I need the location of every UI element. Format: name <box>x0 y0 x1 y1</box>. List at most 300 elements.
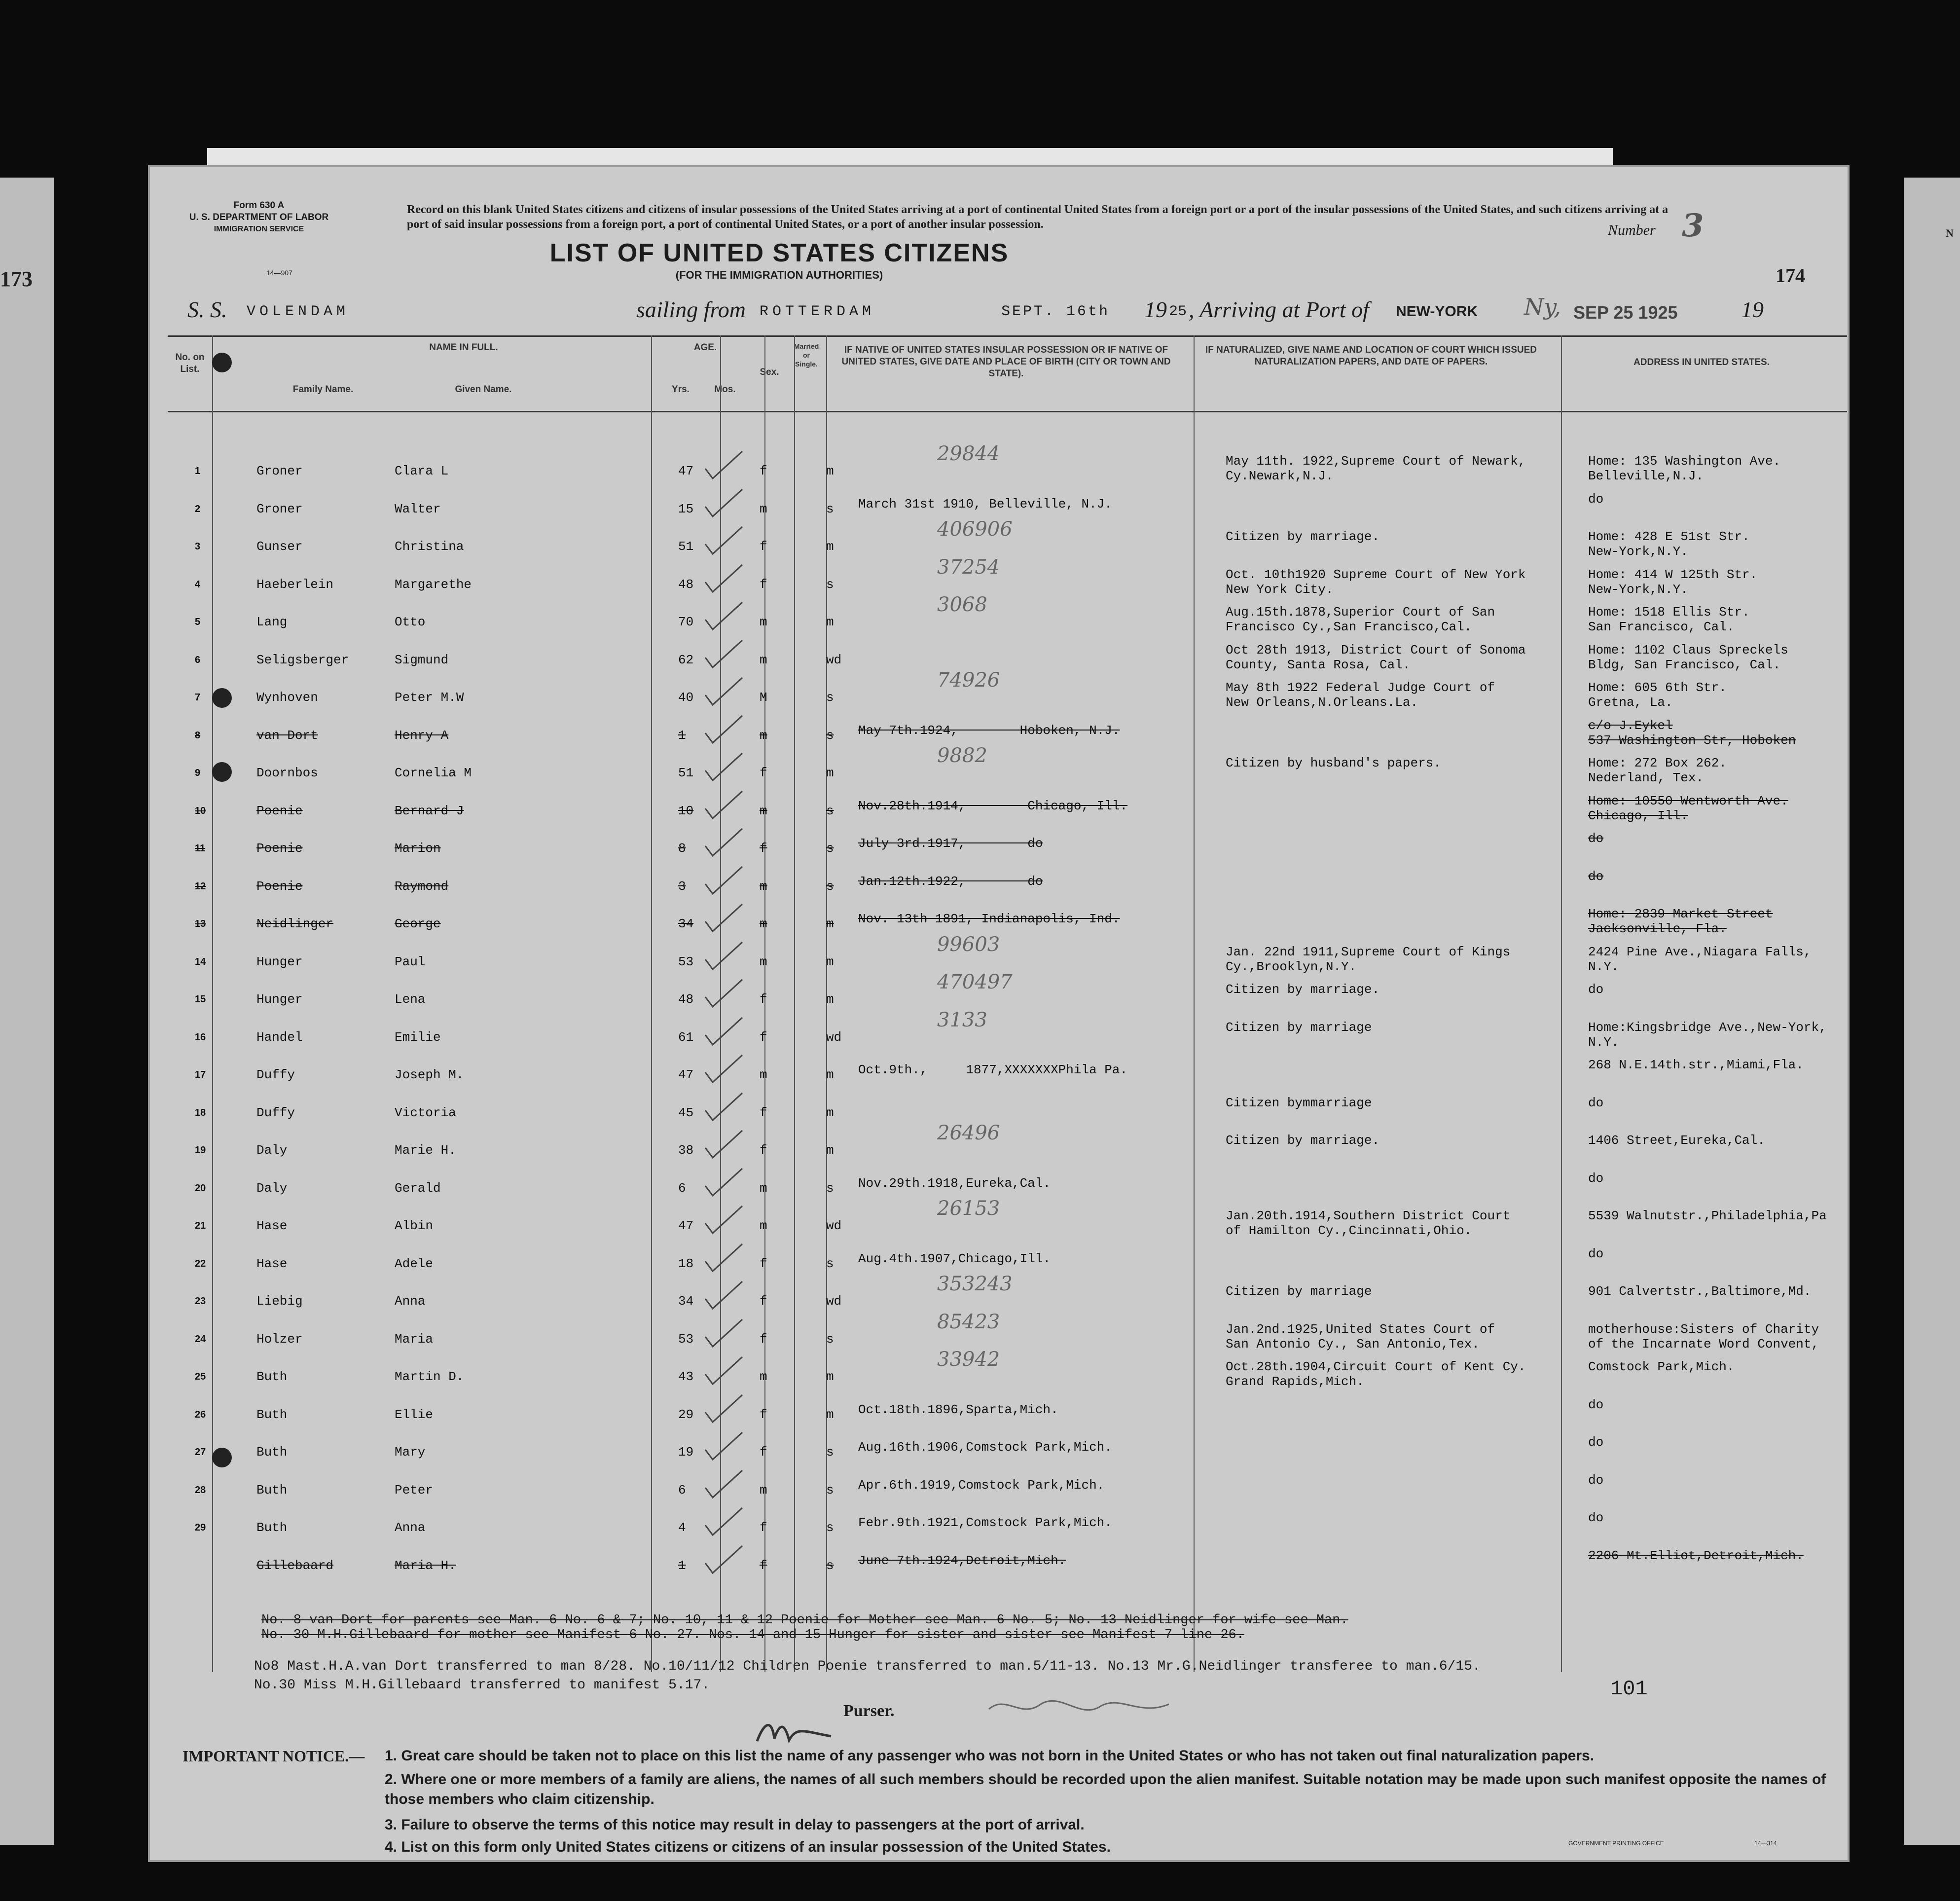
address-line-2: Jacksonville, Fla. <box>1588 921 1727 936</box>
handwritten-cert-number: 37254 <box>937 555 1000 579</box>
age-years: 48 <box>678 577 694 592</box>
address-line-1: Home: 1102 Claus Spreckels <box>1588 642 1788 658</box>
married-single: m <box>826 1143 834 1158</box>
check-mark-icon <box>700 1204 745 1238</box>
punch-hole <box>212 762 232 782</box>
table-row <box>168 789 1847 826</box>
age-years: 34 <box>678 1294 694 1309</box>
birth-place: Apr.6th.1919,Comstock Park,Mich. <box>858 1477 1105 1493</box>
sex: f <box>760 1294 767 1309</box>
address-line-1: do <box>1588 1095 1604 1110</box>
table-row <box>168 669 1847 713</box>
sex: m <box>760 1482 767 1498</box>
age-years: 47 <box>678 1067 694 1082</box>
given-name: Marion <box>395 841 441 856</box>
married-single: m <box>826 539 834 554</box>
table-row <box>168 1197 1847 1241</box>
family-name: Hase <box>256 1256 288 1271</box>
given-name: Margarethe <box>395 577 472 592</box>
year-prefix: 19 <box>1144 297 1167 322</box>
column-headers <box>168 335 1847 412</box>
age-years: 53 <box>678 1331 694 1347</box>
address-line-1: Home:Kingsbridge Ave.,New-York, <box>1588 1020 1827 1035</box>
given-name: Anna <box>395 1520 426 1535</box>
row-number: 5 <box>195 617 201 627</box>
left-adjacent-page <box>0 178 54 1845</box>
check-mark-icon <box>700 826 745 861</box>
age-years: 38 <box>678 1143 694 1158</box>
right-adjacent-page <box>1904 178 1960 1845</box>
age-years: 1 <box>678 1558 686 1573</box>
married-single: wd <box>826 1029 842 1045</box>
naturalization-line-2: County, Santa Rosa, Cal. <box>1226 657 1411 672</box>
sex: f <box>760 841 767 856</box>
naturalization-line-1: Jan.2nd.1925,United States Court of <box>1226 1321 1495 1337</box>
table-row <box>168 1348 1847 1392</box>
table-row <box>168 1273 1847 1316</box>
check-mark-icon <box>700 1015 745 1050</box>
address-line-1: do <box>1588 869 1604 884</box>
number-label: Number <box>1608 222 1656 238</box>
naturalization-line-1: Jan.20th.1914,Southern District Court <box>1226 1208 1511 1223</box>
sailing-date: SEPT. 16th <box>1001 303 1110 320</box>
naturalization-line-1: Oct. 10th1920 Supreme Court of New York <box>1226 567 1526 582</box>
address-line-1: 901 Calvertstr.,Baltimore,Md. <box>1588 1284 1812 1299</box>
sailing-label: sailing from <box>636 297 746 322</box>
table-row <box>168 638 1847 675</box>
naturalization-line-1: Citizen by marriage. <box>1226 1133 1380 1148</box>
birth-place: Nov. 13th 1891, Indianapolis, Ind. <box>858 912 1120 926</box>
col-name-in-full: NAME IN FULL. <box>429 342 498 353</box>
transfer-line-2: No.30 Miss M.H.Gillebaard transferred to manifest 5.17. <box>254 1678 710 1693</box>
naturalization-line-1: Citizen by marriage <box>1226 1020 1372 1035</box>
row-number: 18 <box>195 1107 206 1118</box>
married-single: s <box>826 1482 834 1498</box>
voyage-line <box>178 292 1845 327</box>
col-no: No. on List. <box>175 352 205 374</box>
row-number: 2 <box>195 503 201 514</box>
sex: f <box>760 1331 767 1347</box>
note-line-1: No. 8 van Dort for parents see Man. 6 No. 6 & 7; No. 10, 11 & 12 Poenie for Mother see Man. 6 No. 5; No. 13 Neidlinger for wife see Man. <box>261 1613 1348 1628</box>
address-line-1: Home: 2839 Market Street <box>1588 907 1773 921</box>
row-number: 17 <box>195 1069 206 1080</box>
check-mark-icon <box>700 1505 745 1540</box>
married-single: m <box>826 916 834 931</box>
address-line-1: Home: 135 Washington Ave. <box>1588 454 1781 469</box>
address-line-1: Comstock Park,Mich. <box>1588 1359 1735 1374</box>
given-name: Anna <box>395 1294 426 1309</box>
naturalization-line-2: San Antonio Cy., San Antonio,Tex. <box>1226 1336 1480 1352</box>
family-name: van Dort <box>256 728 318 743</box>
given-name: Otto <box>395 615 426 629</box>
notary-signature <box>986 1689 1174 1734</box>
family-name: Liebig <box>256 1294 303 1309</box>
married-single: m <box>826 992 834 1007</box>
sex: f <box>760 992 767 1007</box>
table-row <box>168 1430 1847 1467</box>
row-number: 6 <box>195 654 201 665</box>
age-years: 61 <box>678 1029 694 1045</box>
birth-place: March 31st 1910, Belleville, N.J. <box>858 496 1112 512</box>
family-name: Poenie <box>256 878 303 894</box>
sex: m <box>760 501 767 516</box>
sheet-count: 101 <box>1610 1677 1648 1701</box>
family-name: Seligsberger <box>256 652 349 667</box>
married-single: m <box>826 1369 834 1384</box>
check-mark-icon <box>700 638 745 672</box>
notice-item-3: 3. Failure to observe the terms of this notice may result in delay to passengers at the port of arrival. <box>385 1817 1085 1833</box>
row-number: 26 <box>195 1409 206 1420</box>
handwritten-cert-number: 3068 <box>937 593 987 616</box>
row-number: 14 <box>195 956 206 967</box>
age-years: 70 <box>678 615 694 629</box>
table-row <box>168 1543 1847 1581</box>
age-years: 47 <box>678 464 694 478</box>
address-line-1: do <box>1588 1246 1604 1261</box>
col-family-name: Family Name. <box>292 384 354 395</box>
naturalization-line-1: Citizen by marriage. <box>1226 982 1380 997</box>
given-name: Raymond <box>395 878 449 894</box>
table-row <box>168 902 1847 939</box>
address-line-1: motherhouse:Sisters of Charity <box>1588 1321 1819 1337</box>
naturalization-line-2: New Orleans,N.Orleans.La. <box>1226 695 1418 710</box>
table-row <box>168 713 1847 751</box>
check-mark-icon <box>700 940 745 974</box>
married-single: m <box>826 1067 834 1082</box>
check-mark-icon <box>700 864 745 899</box>
page-number: 174 <box>1776 264 1805 287</box>
sex: f <box>760 1256 767 1271</box>
sex: m <box>760 1369 767 1384</box>
family-name: Buth <box>256 1482 288 1498</box>
given-name: Joseph M. <box>395 1067 464 1082</box>
table-row <box>168 971 1847 1015</box>
married-single: s <box>826 1520 834 1535</box>
page-title: LIST OF UNITED STATES CITIZENS <box>549 239 1009 267</box>
handwritten-cert-number: 29844 <box>937 442 1000 465</box>
table-row <box>168 1392 1847 1430</box>
family-name: Buth <box>256 1445 288 1460</box>
check-mark-icon <box>700 977 745 1012</box>
age-years: 53 <box>678 954 694 969</box>
row-number: 4 <box>195 579 201 590</box>
family-name: Neidlinger <box>256 916 334 931</box>
naturalization-line-1: Aug.15th.1878,Superior Court of San <box>1226 605 1495 620</box>
row-number: 28 <box>195 1484 206 1496</box>
check-mark-icon <box>700 751 745 785</box>
address-line-2: N.Y. <box>1588 959 1619 974</box>
row-number: 20 <box>195 1182 206 1194</box>
given-name: Albin <box>395 1218 434 1233</box>
age-years: 3 <box>678 878 686 894</box>
check-mark-icon <box>700 524 745 559</box>
age-years: 48 <box>678 992 694 1007</box>
sex: m <box>760 878 767 894</box>
address-line-2: Nederland, Tex. <box>1588 770 1704 785</box>
address-line-1: do <box>1588 1397 1604 1412</box>
row-number: 15 <box>195 994 206 1005</box>
printing-office <box>1568 1840 1777 1847</box>
given-name: Martin D. <box>395 1369 464 1384</box>
table-row <box>168 442 1847 486</box>
sex: M <box>760 690 767 705</box>
sex: m <box>760 916 767 931</box>
address-line-1: c/o J.Eykel <box>1588 718 1673 733</box>
handwritten-cert-number: 470497 <box>937 971 1013 993</box>
form-number: Form 630 A <box>233 200 285 211</box>
row-number: 24 <box>195 1333 206 1345</box>
table-row <box>168 518 1847 562</box>
naturalization-line-1: May 11th. 1922,Supreme Court of Newark, <box>1226 454 1526 469</box>
address-line-1: do <box>1588 1435 1604 1450</box>
address-line-2: of the Incarnate Word Convent, <box>1588 1336 1819 1352</box>
sex: f <box>760 1029 767 1045</box>
handwritten-cert-number: 74926 <box>937 669 1000 692</box>
age-years: 34 <box>678 916 694 931</box>
family-name: Hase <box>256 1218 288 1233</box>
married-single: s <box>826 1331 834 1347</box>
arrival-handwritten: Ny, <box>1524 293 1561 320</box>
table-row <box>168 864 1847 902</box>
naturalization-line-2: Grand Rapids,Mich. <box>1226 1374 1364 1389</box>
sex: m <box>760 1180 767 1196</box>
given-name: Marie H. <box>395 1143 456 1158</box>
address-line-1: 5539 Walnutstr.,Philadelphia,Pa <box>1588 1208 1827 1223</box>
family-name: Lang <box>256 615 288 629</box>
naturalization-line-2: of Hamilton Cy.,Cincinnati,Ohio. <box>1226 1223 1472 1238</box>
given-name: Mary <box>395 1445 426 1460</box>
married-single: m <box>826 954 834 969</box>
married-single: s <box>826 728 834 743</box>
check-mark-icon <box>700 1430 745 1464</box>
sex: f <box>760 1520 767 1535</box>
check-mark-icon <box>700 713 745 748</box>
check-mark-icon <box>700 562 745 597</box>
table-row <box>168 1166 1847 1204</box>
sex: f <box>760 1105 767 1120</box>
purser-label: Purser. <box>843 1702 895 1720</box>
sex: m <box>760 615 767 629</box>
birth-place: July 3rd.1917, do <box>858 836 1043 851</box>
table-row <box>168 1468 1847 1505</box>
naturalization-line-2: New York City. <box>1226 582 1334 597</box>
address-line-2: Chicago, Ill. <box>1588 808 1688 823</box>
manifest-sheet <box>148 165 1850 1862</box>
given-name: Cornelia M <box>395 766 472 780</box>
given-name: Lena <box>395 992 426 1007</box>
given-name: Maria <box>395 1331 434 1347</box>
row-number: 10 <box>195 805 206 816</box>
married-single: m <box>826 1407 834 1422</box>
left-page-number: 173 <box>0 267 33 291</box>
service-name: IMMIGRATION SERVICE <box>214 225 304 233</box>
address-line-1: Home: 605 6th Str. <box>1588 680 1727 695</box>
handwritten-cert-number: 85423 <box>937 1310 1000 1333</box>
given-name: Emilie <box>395 1029 441 1045</box>
family-name: Hunger <box>256 954 303 969</box>
check-mark-icon <box>700 1128 745 1163</box>
naturalization-line-2: Francisco Cy.,San Francisco,Cal. <box>1226 620 1472 634</box>
age-years: 19 <box>678 1445 694 1460</box>
age-years: 62 <box>678 652 694 667</box>
address-line-2: New-York,N.Y. <box>1588 582 1688 597</box>
row-number: 29 <box>195 1522 206 1533</box>
row-number: 19 <box>195 1145 206 1156</box>
naturalization-line-1: Jan. 22nd 1911,Supreme Court of Kings <box>1226 944 1511 959</box>
family-name: Groner <box>256 501 303 516</box>
address-line-1: do <box>1588 831 1604 846</box>
given-name: Victoria <box>395 1105 456 1120</box>
sex: m <box>760 954 767 969</box>
naturalization-line-1: Oct 28th 1913, District Court of Sonoma <box>1226 642 1526 658</box>
table-row <box>168 1008 1847 1053</box>
port-arrival: NEW-YORK <box>1396 303 1478 320</box>
family-name: Doornbos <box>256 766 318 780</box>
family-name: Gunser <box>256 539 303 554</box>
married-single: s <box>826 690 834 705</box>
check-mark-icon <box>700 789 745 823</box>
sex: f <box>760 766 767 780</box>
sex: f <box>760 464 767 478</box>
age-years: 40 <box>678 690 694 705</box>
check-mark-icon <box>700 1091 745 1125</box>
check-mark-icon <box>700 1543 745 1578</box>
birth-place: Aug.16th.1906,Comstock Park,Mich. <box>858 1440 1112 1455</box>
address-line-1: do <box>1588 1170 1604 1186</box>
transfer-line-1: No8 Mast.H.A.van Dort transferred to man 8/28. No.10/11/12 Children Poenie transferred to man.5/11-13. No.13 Mr.G.Neidlinger transferee to man.6/15. <box>254 1659 1481 1674</box>
family-name: Groner <box>256 464 303 478</box>
age-years: 29 <box>678 1407 694 1422</box>
check-mark-icon <box>700 1468 745 1502</box>
family-name: Handel <box>256 1029 303 1045</box>
address-line-1: 2424 Pine Ave.,Niagara Falls, <box>1588 944 1812 959</box>
age-years: 51 <box>678 539 694 554</box>
page-subtitle: (FOR THE IMMIGRATION AUTHORITIES) <box>675 269 883 281</box>
col-given-name: Given Name. <box>455 384 512 395</box>
table-row <box>168 744 1847 788</box>
naturalization-line-1: Citizen bymmarriage <box>1226 1095 1372 1110</box>
check-mark-icon <box>700 449 745 483</box>
row-number: 12 <box>195 880 206 892</box>
age-years: 4 <box>678 1520 686 1535</box>
department-name: U. S. DEPARTMENT OF LABOR <box>189 212 329 222</box>
married-single: s <box>826 878 834 894</box>
notice-item-4: 4. List on this form only United States citizens or citizens of an insular possession of the United States. <box>385 1839 1111 1855</box>
check-mark-icon <box>700 1392 745 1427</box>
address-line-1: do <box>1588 982 1604 997</box>
col-sex: Sex. <box>760 367 779 377</box>
birth-place: Febr.9th.1921,Comstock Park,Mich. <box>858 1515 1112 1530</box>
naturalization-line-1: Citizen by marriage. <box>1226 529 1380 544</box>
married-single: m <box>826 1105 834 1120</box>
naturalization-line-1: Citizen by husband's papers. <box>1226 756 1441 770</box>
age-years: 6 <box>678 1180 686 1196</box>
family-name: Buth <box>256 1369 288 1384</box>
sex: f <box>760 1445 767 1460</box>
table-row <box>168 826 1847 864</box>
row-number: 21 <box>195 1220 206 1231</box>
sex: m <box>760 1218 767 1233</box>
address-line-1: Home: 10550 Wentworth Ave. <box>1588 793 1788 808</box>
row-number: 27 <box>195 1447 206 1458</box>
handwritten-cert-number: 3133 <box>937 1008 987 1031</box>
table-row <box>168 1505 1847 1543</box>
address-line-2: Gretna, La. <box>1588 695 1673 710</box>
arrival-date-stamp: SEP 25 1925 <box>1573 302 1678 323</box>
naturalization-line-1: May 8th 1922 Federal Judge Court of <box>1226 680 1495 695</box>
family-name: Holzer <box>256 1331 303 1347</box>
age-years: 43 <box>678 1369 694 1384</box>
given-name: Clara L <box>395 464 449 478</box>
birth-place: Oct.18th.1896,Sparta,Mich. <box>858 1402 1058 1417</box>
address-line-1: Home: 272 Box 262. <box>1588 756 1727 770</box>
row-number: 8 <box>195 730 201 741</box>
col-mos: Mos. <box>714 384 736 395</box>
family-name: Wynhoven <box>256 690 318 705</box>
age-years: 47 <box>678 1218 694 1233</box>
address-line-1: 1406 Street,Eureka,Cal. <box>1588 1133 1765 1148</box>
married-single: s <box>826 803 834 818</box>
family-name: Buth <box>256 1407 288 1422</box>
port-from: ROTTERDAM <box>760 303 875 320</box>
note-line-2: No. 30 M.H.Gillebaard for mother see Manifest 6 No. 27. Nos. 14 and 15 Hunger for sister and sister see Manifest 7 line 26. <box>261 1628 1244 1643</box>
age-years: 8 <box>678 841 686 856</box>
married-single: s <box>826 1558 834 1573</box>
naturalization-line-2: Cy.Newark,N.J. <box>1226 469 1334 483</box>
birth-place: Nov.29th.1918,Eureka,Cal. <box>858 1175 1051 1191</box>
sex: f <box>760 1143 767 1158</box>
birth-place: June 7th.1924,Detroit,Mich. <box>858 1553 1066 1568</box>
punch-hole <box>212 1448 232 1467</box>
address-line-1: 2206 Mt.Elliot,Detroit,Mich. <box>1588 1548 1804 1563</box>
age-years: 6 <box>678 1482 686 1498</box>
family-name: Haeberlein <box>256 577 334 592</box>
family-name: Duffy <box>256 1067 295 1082</box>
row-number: 22 <box>195 1258 206 1269</box>
row-number: 16 <box>195 1031 206 1043</box>
row-number: 7 <box>195 692 201 703</box>
given-name: Sigmund <box>395 652 449 667</box>
handwritten-cert-number: 26153 <box>937 1197 1000 1220</box>
table-row <box>168 593 1847 637</box>
ss-label: S. S. <box>187 297 227 322</box>
married-single: s <box>826 1180 834 1196</box>
age-years: 18 <box>678 1256 694 1271</box>
row-number: 3 <box>195 541 201 552</box>
married-single: m <box>826 615 834 629</box>
married-single: s <box>826 501 834 516</box>
family-name: Daly <box>256 1143 288 1158</box>
family-name: Buth <box>256 1520 288 1535</box>
married-single: s <box>826 1256 834 1271</box>
form-code: 14—907 <box>266 269 292 277</box>
handwritten-cert-number: 406906 <box>937 518 1013 541</box>
address-line-2: N.Y. <box>1588 1034 1619 1050</box>
table-row <box>168 1091 1847 1128</box>
sex: f <box>760 1407 767 1422</box>
check-mark-icon <box>700 675 745 710</box>
col-age: AGE. <box>693 342 717 353</box>
table-row <box>168 1122 1847 1166</box>
naturalization-line-1: Oct.28th.1904,Circuit Court of Kent Cy. <box>1226 1359 1526 1374</box>
married-single: wd <box>826 1294 842 1309</box>
family-name: Poenie <box>256 803 303 818</box>
table-row <box>168 1053 1847 1090</box>
number-value: 3 <box>1682 207 1704 244</box>
given-name: Maria H. <box>395 1558 456 1573</box>
col-birth: IF NATIVE OF UNITED STATES INSULAR POSSESSION OR IF NATIVE OF UNITED STATES, GIVE DATE AND PLACE OF BIRTH (CITY OR TOWN AND STATE). <box>841 345 1171 379</box>
handwritten-cert-number: 33942 <box>937 1348 1000 1371</box>
